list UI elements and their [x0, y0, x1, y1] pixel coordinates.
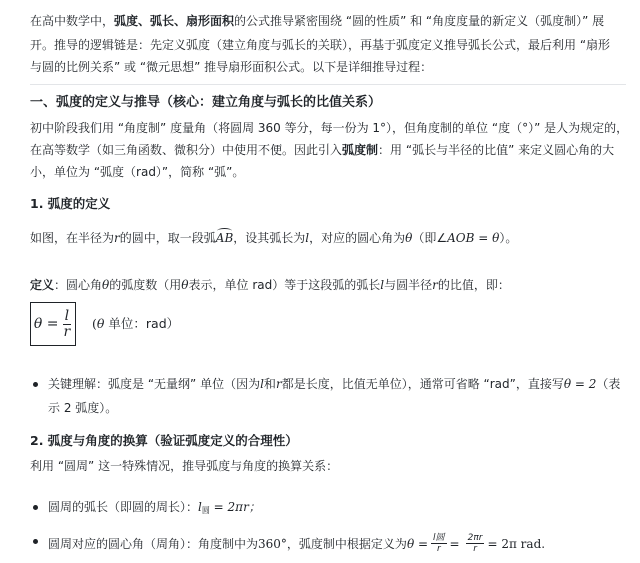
fraction-denominator: r [436, 544, 441, 554]
definition-label: 定义 [30, 278, 55, 292]
circumference-line [48, 499, 626, 519]
intro-text: 的公式推导紧密围绕 “圆的性质” 和 “角度度量的新定义（弧度制）” 展 [234, 14, 605, 28]
math-theta: θ [102, 278, 110, 292]
math-l: l [198, 500, 202, 514]
formula-lhs: θ = [33, 316, 59, 332]
math-theta: θ [96, 316, 105, 331]
math-l: l [260, 377, 264, 391]
text-span: 的弧度数（用 [109, 278, 182, 292]
fraction-denominator: r [473, 544, 477, 554]
radian-formula-box [30, 302, 76, 346]
definition-line [30, 277, 626, 293]
fraction-numerator: l圆 [433, 533, 445, 543]
math-r: r [275, 377, 282, 391]
section-divider [30, 84, 626, 85]
section-1-text: ：用 “弧长与半径的比值” 来定义圆心角的大 [378, 143, 615, 157]
text-span: 的比值，即： [437, 278, 510, 292]
math-theta-eq-2: θ = 2 [563, 377, 597, 391]
bullet-dot [33, 505, 38, 510]
text-span: 单位：rad） [104, 316, 180, 331]
formula-fraction [61, 309, 72, 340]
math-result: = 2π rad. [487, 536, 546, 551]
bullet-dot [33, 382, 38, 387]
section-1-heading: 一、弧度的定义与推导（核心：建立角度与弧长的比值关系） [30, 95, 382, 110]
text-span: ，弧度制中根据定义为 [286, 536, 407, 551]
intro-text: 在高中数学中， [30, 14, 115, 28]
math-theta-eq: θ = [406, 536, 429, 551]
math-eq: = [449, 536, 460, 551]
fraction-numerator: l [64, 307, 70, 324]
math-arc-ab: AB [215, 231, 234, 245]
section-1-line-3: 小，单位为 “弧度（rad）”，简称 “弧”。 [30, 165, 245, 179]
text-span: （表 [596, 377, 621, 391]
fraction-numerator: 2πr [467, 533, 483, 543]
text-span: ( [92, 316, 97, 331]
section-1-line-1: 初中阶段我们用 “角度制” 度量角（将圆周 360 等分，每一份为 1°），但角度制的单位 “度（°）” 是人为规定的， [30, 121, 629, 135]
section-1-line-2 [30, 142, 626, 158]
text-span: ：圆心角 [54, 278, 103, 292]
text-span: ，对应的圆心角为 [309, 231, 406, 245]
intro-line-2: 开。推导的逻辑链是：先定义弧度（建立角度与弧长的关联），再基于弧度定义推导弧长公式，最后利用 “扇形 [30, 38, 611, 52]
math-l: l [305, 231, 310, 245]
key-understanding-line-2: 示 2 弧度）。 [48, 401, 118, 415]
text-span: 表示，单位 rad）等于这段弧的弧长 [188, 278, 381, 292]
text-span: 圆周的弧长（即圆的周长）： [48, 500, 199, 514]
subsection-2-heading: 2. 弧度与角度的换算（验证弧度定义的合理性） [30, 433, 298, 448]
math-r: r [114, 231, 120, 245]
section-1-text: 在高等数学（如三角函数、微积分）中使用不便。因此引入 [30, 143, 343, 157]
text-span: 圆周对应的圆心角（周角）：角度制中为 [48, 536, 259, 551]
math-360-deg: 360° [258, 536, 287, 551]
intro-line-1 [30, 13, 626, 29]
math-r: r [432, 278, 438, 292]
section-1-bold-term: 弧度制 [342, 143, 379, 157]
fraction-denominator: r [63, 323, 71, 340]
text-span: 的圆中，取一段弧 [119, 231, 216, 245]
math-eq: = 2πr； [209, 500, 261, 514]
fraction-l-over-r [431, 533, 447, 554]
math-theta: θ [405, 231, 413, 245]
intro-bold-text: 弧度、弧长、扇形面积 [114, 14, 235, 28]
math-theta: θ [181, 278, 189, 292]
text-span: ，设其弧长为 [233, 231, 306, 245]
text-span: 都是长度，比值无单位），通常可省略 “rad”，直接写 [281, 377, 564, 391]
bullet-dot [33, 539, 38, 544]
text-span: 如图，在半径为 [30, 231, 115, 245]
key-understanding-line-1 [48, 376, 626, 392]
math-subscript: 圆 [201, 506, 210, 515]
text-span: 与圆半径 [384, 278, 433, 292]
intro-line-3: 与圆的比例关系” 或 “微元思想” 推导扇形面积公式。以下是详细推导过程： [30, 60, 433, 74]
diagram-description [30, 230, 626, 246]
text-span: 关键理解：弧度是 “无量纲” 单位（因为 [48, 377, 261, 391]
text-span: 和 [263, 377, 276, 391]
text-span: ）。 [499, 231, 518, 245]
math-aob-eq: AOB = θ [447, 231, 500, 245]
full-angle-line [48, 533, 626, 554]
subsection-1-heading: 1. 弧度的定义 [30, 196, 111, 211]
formula-unit-note [92, 316, 626, 332]
subsection-2-intro: 利用 “圆周” 这一特殊情况，推导弧度与角度的换算关系： [30, 459, 339, 473]
text-span: （即∠ [412, 231, 448, 245]
fraction-2pir-over-r [466, 533, 485, 554]
math-l: l [380, 278, 385, 292]
